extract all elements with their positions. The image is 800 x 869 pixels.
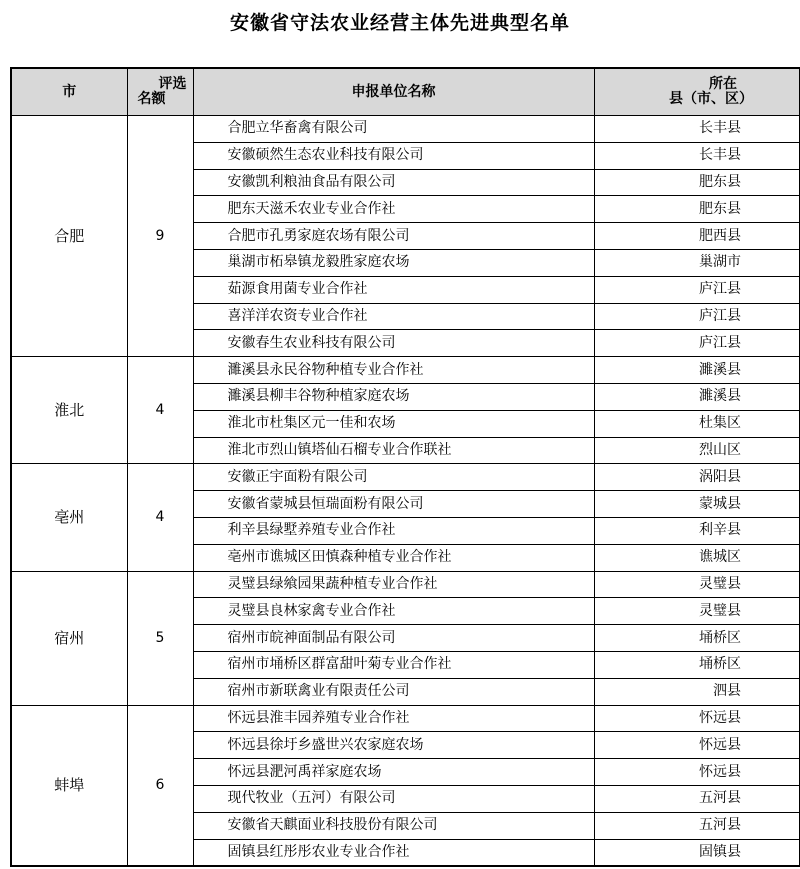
county-cell: 泗县: [594, 678, 800, 705]
header-county-line2: 县（市、区）: [669, 91, 753, 107]
county-cell: 杜集区: [594, 410, 800, 437]
table-row: [11, 116, 800, 143]
county-cell: 固镇县: [594, 839, 800, 866]
unit-name-cell: 安徽省蒙城县恒瑞面粉有限公司: [193, 491, 594, 518]
city-cell: 蚌埠: [11, 705, 127, 866]
county-cell: 肥东县: [594, 196, 800, 223]
county-cell: 长丰县: [594, 116, 800, 143]
unit-name-cell: 茹源食用菌专业合作社: [193, 276, 594, 303]
unit-name-cell: 安徽凯利粮油食品有限公司: [193, 169, 594, 196]
unit-name-cell: 合肥立华畜禽有限公司: [193, 116, 594, 143]
unit-name-cell: 固镇县红彤彤农业专业合作社: [193, 839, 594, 866]
table-row: [11, 464, 800, 491]
unit-name-cell: 安徽春生农业科技有限公司: [193, 330, 594, 357]
quota-cell: 9: [127, 116, 193, 357]
unit-name-cell: 灵璧县良林家禽专业合作社: [193, 598, 594, 625]
table-body: [11, 116, 800, 867]
unit-name-cell: 宿州市新联禽业有限责任公司: [193, 678, 594, 705]
county-cell: 蒙城县: [594, 491, 800, 518]
unit-name-cell: 利辛县绿墅养殖专业合作社: [193, 517, 594, 544]
header-unit-name: 申报单位名称: [193, 68, 594, 116]
unit-name-cell: 现代牧业（五河）有限公司: [193, 785, 594, 812]
city-cell: 宿州: [11, 571, 127, 705]
header-quota-line1: 评选: [158, 76, 187, 92]
quota-cell: 6: [127, 705, 193, 866]
city-cell: 淮北: [11, 357, 127, 464]
unit-name-cell: 怀远县徐圩乡盛世兴农家庭农场: [193, 732, 594, 759]
unit-name-cell: 灵璧县绿飨园果蔬种植专业合作社: [193, 571, 594, 598]
unit-name-cell: 安徽硕然生态农业科技有限公司: [193, 142, 594, 169]
county-cell: 濉溪县: [594, 383, 800, 410]
quota-cell: 5: [127, 571, 193, 705]
table-header: [11, 68, 800, 116]
county-cell: 埇桥区: [594, 625, 800, 652]
unit-name-cell: 合肥市孔勇家庭农场有限公司: [193, 223, 594, 250]
unit-name-cell: 喜洋洋农资专业合作社: [193, 303, 594, 330]
county-cell: 烈山区: [594, 437, 800, 464]
county-cell: 怀远县: [594, 705, 800, 732]
county-cell: 濉溪县: [594, 357, 800, 384]
unit-name-cell: 怀远县淝河禹祥家庭农场: [193, 759, 594, 786]
header-county: [594, 68, 800, 116]
county-cell: 灵璧县: [594, 598, 800, 625]
unit-name-cell: 淮北市杜集区元一佳和农场: [193, 410, 594, 437]
header-quota: [127, 68, 193, 116]
unit-name-cell: 宿州市埇桥区群富甜叶菊专业合作社: [193, 651, 594, 678]
county-cell: 怀远县: [594, 732, 800, 759]
county-cell: 庐江县: [594, 330, 800, 357]
county-cell: 长丰县: [594, 142, 800, 169]
county-cell: 巢湖市: [594, 249, 800, 276]
county-cell: 庐江县: [594, 276, 800, 303]
county-cell: 庐江县: [594, 303, 800, 330]
unit-name-cell: 安徽正宇面粉有限公司: [193, 464, 594, 491]
county-cell: 灵璧县: [594, 571, 800, 598]
unit-name-cell: 安徽省天麒面业科技股份有限公司: [193, 812, 594, 839]
unit-name-cell: 亳州市谯城区田慎森种植专业合作社: [193, 544, 594, 571]
unit-name-cell: 巢湖市柘皋镇龙毅胜家庭农场: [193, 249, 594, 276]
county-cell: 肥东县: [594, 169, 800, 196]
header-city: 市: [11, 68, 127, 116]
county-cell: 利辛县: [594, 517, 800, 544]
county-cell: 五河县: [594, 812, 800, 839]
table-row: [11, 705, 800, 732]
unit-name-cell: 淮北市烈山镇塔仙石榴专业合作联社: [193, 437, 594, 464]
unit-name-cell: 宿州市皖神面制品有限公司: [193, 625, 594, 652]
county-cell: 肥西县: [594, 223, 800, 250]
quota-cell: 4: [127, 357, 193, 464]
county-cell: 谯城区: [594, 544, 800, 571]
unit-name-cell: 肥东天滋禾农业专业合作社: [193, 196, 594, 223]
page-title: 安徽省守法农业经营主体先进典型名单: [229, 12, 570, 34]
city-cell: 合肥: [11, 116, 127, 357]
honor-list-table: [10, 67, 800, 867]
county-cell: 怀远县: [594, 759, 800, 786]
county-cell: 五河县: [594, 785, 800, 812]
quota-cell: 4: [127, 464, 193, 571]
unit-name-cell: 怀远县淮丰园养殖专业合作社: [193, 705, 594, 732]
county-cell: 埇桥区: [594, 651, 800, 678]
table-row: [11, 571, 800, 598]
county-cell: 涡阳县: [594, 464, 800, 491]
unit-name-cell: 濉溪县柳丰谷物种植家庭农场: [193, 383, 594, 410]
header-quota-line2: 名额: [137, 91, 166, 107]
city-cell: 亳州: [11, 464, 127, 571]
header-county-line1: 所在: [709, 76, 737, 92]
unit-name-cell: 濉溪县永民谷物种植专业合作社: [193, 357, 594, 384]
table-row: [11, 357, 800, 384]
header-row: [11, 68, 800, 116]
